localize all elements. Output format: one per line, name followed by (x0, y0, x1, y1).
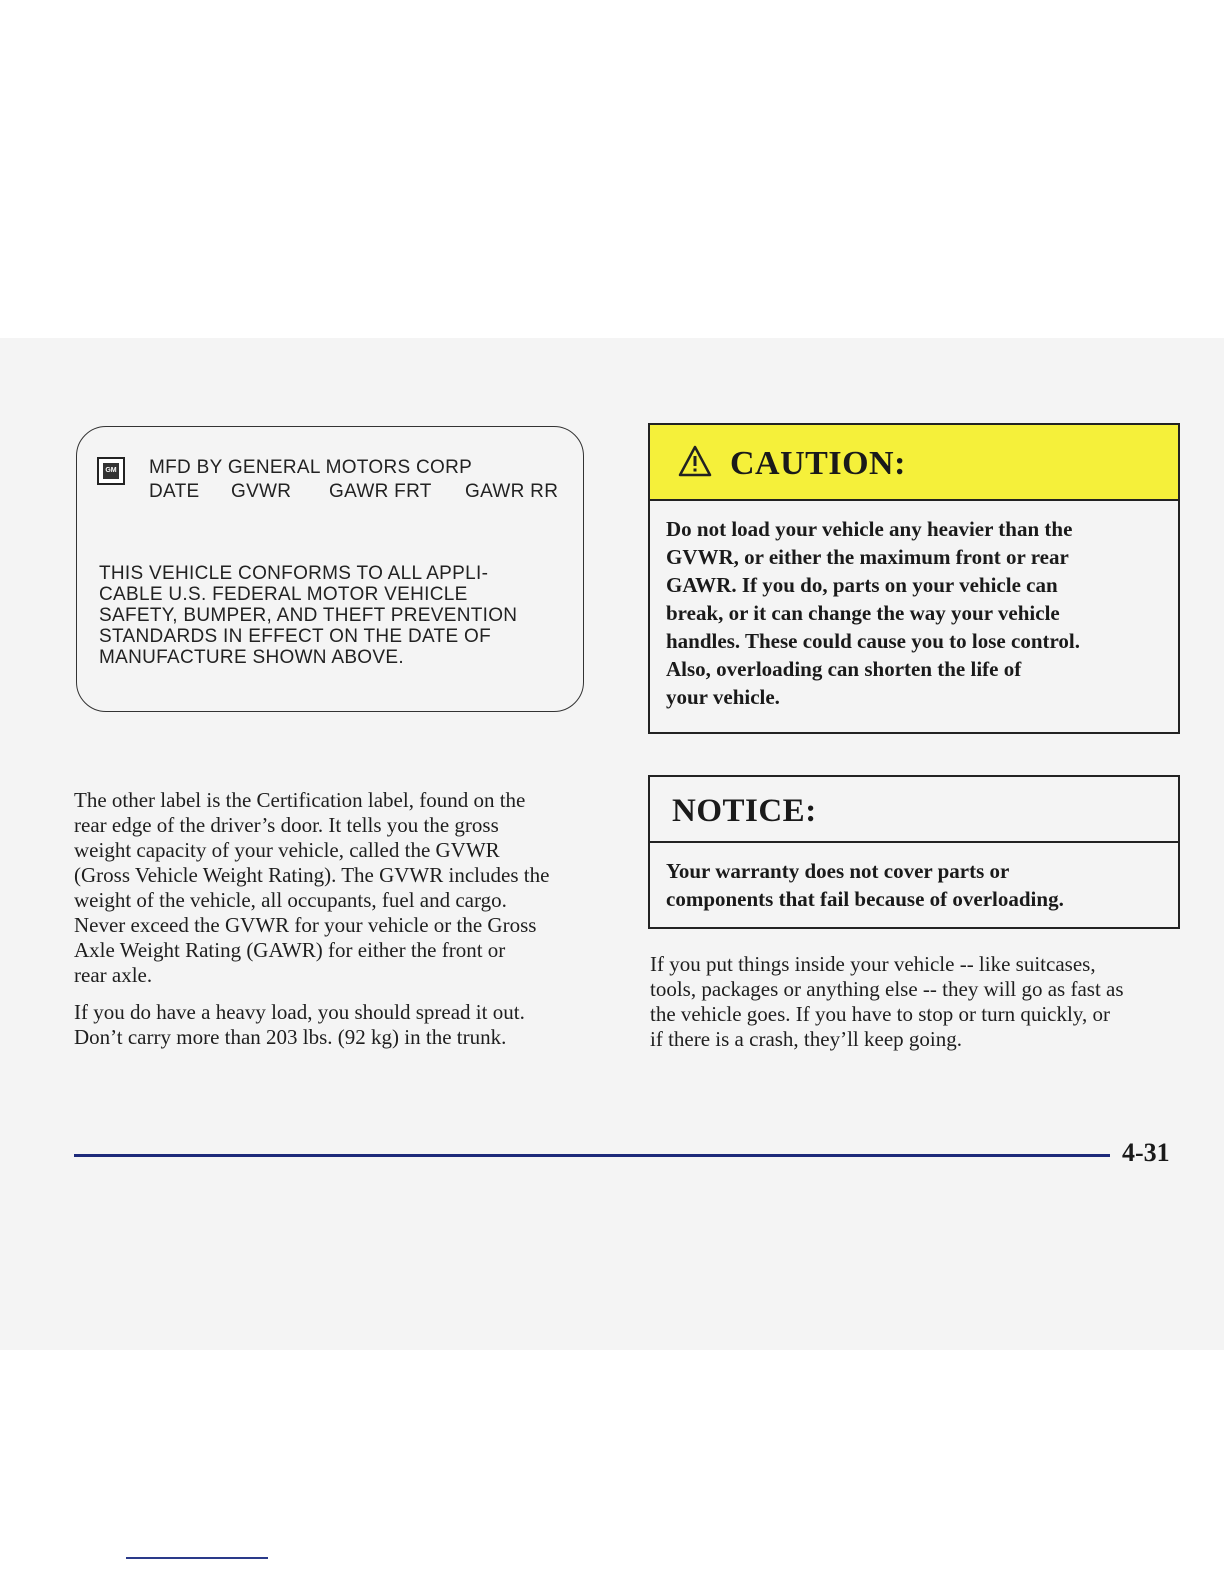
text-line: If you do have a heavy load, you should spread it out. (74, 1000, 525, 1024)
loose-cargo-paragraph (650, 952, 1124, 1052)
caution-header (650, 425, 1178, 501)
text-line: Axle Weight Rating (GAWR) for either the front or (74, 938, 506, 962)
gm-logo-icon (97, 457, 125, 485)
label-fields-row (149, 481, 558, 503)
manufacturer-line: MFD BY GENERAL MOTORS CORP (149, 457, 473, 478)
text-line: Don’t carry more than 203 lbs. (92 kg) in the trunk. (74, 1025, 507, 1049)
warning-triangle-icon (678, 445, 712, 477)
notice-text (666, 857, 1064, 913)
text-line: Do not load your vehicle any heavier than the (666, 517, 1073, 541)
field-date: DATE (149, 481, 200, 502)
conform-line: STANDARDS IN EFFECT ON THE DATE OF (99, 626, 491, 647)
text-line: your vehicle. (666, 685, 780, 709)
text-line: if there is a crash, they’ll keep going. (650, 1027, 962, 1051)
text-line: Never exceed the GVWR for your vehicle or the Gross (74, 913, 537, 937)
conform-line: SAFETY, BUMPER, AND THEFT PREVENTION (99, 605, 518, 626)
notice-title: NOTICE: (672, 793, 817, 829)
conform-line: CABLE U.S. FEDERAL MOTOR VEHICLE (99, 584, 468, 605)
text-line: The other label is the Certification label, found on the (74, 788, 526, 812)
caution-text (666, 515, 1080, 711)
bottom-rule (126, 1557, 268, 1559)
text-line: Also, overloading can shorten the life of (666, 657, 1022, 681)
text-line: (Gross Vehicle Weight Rating). The GVWR includes the (74, 863, 550, 887)
text-line: handles. These could cause you to lose control. (666, 629, 1081, 653)
field-gvwr: GVWR (231, 481, 292, 502)
certification-label-illustration (76, 426, 584, 712)
conform-line: THIS VEHICLE CONFORMS TO ALL APPLI- (99, 563, 489, 584)
text-line: GAWR. If you do, parts on your vehicle can (666, 573, 1058, 597)
certification-label-paragraph (74, 788, 549, 988)
gm-logo-mark: GM (103, 463, 119, 479)
conform-line: MANUFACTURE SHOWN ABOVE. (99, 647, 404, 668)
caution-box (648, 423, 1180, 734)
footer-rule (74, 1154, 1110, 1157)
text-line: tools, packages or anything else -- they will go as fast as (650, 977, 1124, 1001)
text-line: rear edge of the driver’s door. It tells you the gross (74, 813, 499, 837)
notice-header (650, 777, 1178, 843)
text-line: weight of the vehicle, all occupants, fuel and cargo. (74, 888, 507, 912)
page-number: 4-31 (1122, 1138, 1170, 1167)
text-line: GVWR, or either the maximum front or rear (666, 545, 1069, 569)
text-line: Your warranty does not cover parts or (666, 859, 1010, 883)
conformance-statement (99, 563, 569, 668)
text-line: the vehicle goes. If you have to stop or turn quickly, or (650, 1002, 1110, 1026)
text-line: If you put things inside your vehicle -- like suitcases, (650, 952, 1096, 976)
notice-box (648, 775, 1180, 929)
text-line: weight capacity of your vehicle, called the GVWR (74, 838, 500, 862)
text-line: break, or it can change the way your vehicle (666, 601, 1060, 625)
field-gawr-front: GAWR FRT (329, 481, 432, 502)
caution-title: CAUTION: (730, 445, 906, 482)
field-gawr-rear: GAWR RR (465, 481, 559, 502)
text-line: rear axle. (74, 963, 153, 987)
text-line: components that fail because of overloading. (666, 887, 1064, 911)
heavy-load-paragraph (74, 1000, 525, 1050)
